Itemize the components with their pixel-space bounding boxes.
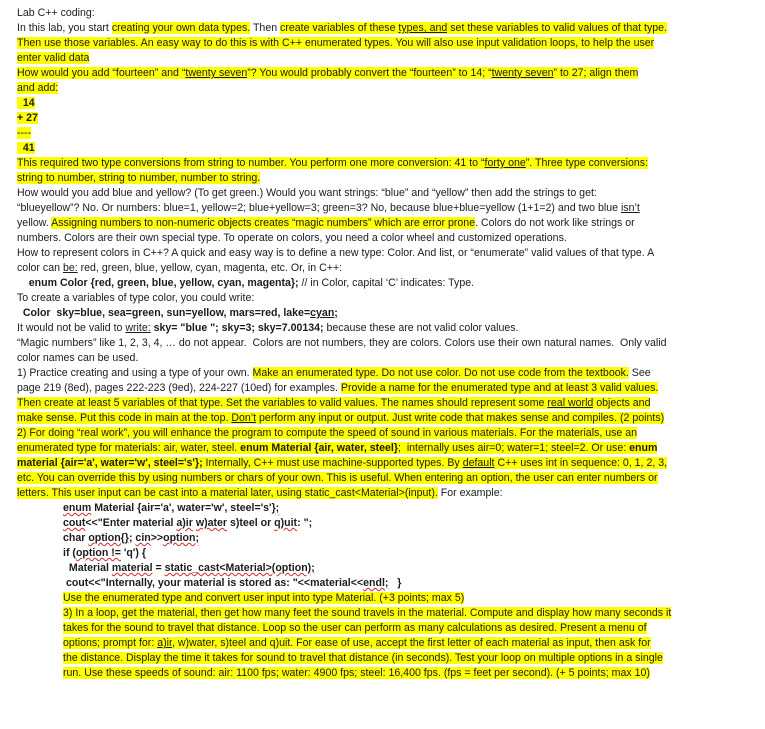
highlighted-text: perform any input or output. Just write code that makes sense and compiles. (2 points): [256, 412, 665, 424]
highlighted-text: Assigning numbers to non-numeric objects creates “magic numbers” which are error prone: [51, 217, 476, 229]
text-line: [17, 456, 741, 471]
code-text: }: [388, 577, 402, 589]
highlighted-text: 3) In a loop, get the material, then get how many feet the sound travels in the material. Compute and display how many seconds it: [63, 607, 672, 619]
code-text: cout<<"Internally, your material is stored as: "<<material<<: [63, 577, 364, 589]
text-line: [17, 351, 741, 366]
code-text: <<"Enter material: [85, 517, 177, 529]
text-line: [17, 396, 741, 411]
body-text: In this lab, you start: [17, 22, 112, 34]
text-line: [17, 141, 741, 156]
highlighted-text: Provide a name for the enumerated type and at least 3 valid values.: [340, 382, 659, 394]
text-line: [17, 651, 741, 666]
text-line: [17, 666, 741, 681]
text-line: [17, 531, 741, 546]
text-line: [17, 621, 741, 636]
text-line: [17, 516, 741, 531]
code-text: ;: [128, 532, 136, 544]
body-text: // in Color, capital ‘C’ indicates: Type.: [298, 277, 475, 289]
highlighted-text: + 27: [17, 112, 38, 124]
text-line: [17, 126, 741, 141]
highlighted-text: twenty seven: [185, 67, 248, 79]
document-page: [17, 6, 741, 681]
code-text: static_cast: [164, 562, 220, 574]
highlighted-text: How would you add “fourteen” and “: [17, 67, 186, 79]
highlighted-text: a)ir: [157, 637, 172, 649]
code-text: s)teel or: [227, 517, 275, 529]
text-line: [17, 591, 741, 606]
text-line: [17, 561, 741, 576]
body-text: To create a variables of type color, you could write:: [17, 292, 255, 304]
document-title: Lab C++ coding:: [17, 7, 95, 19]
body-text: 1) Practice creating and using a type of your own.: [17, 367, 253, 379]
highlighted-text: , w)water, s)teel and q)uit. For ease of use, accept the first letter of each material as input, then ask for: [171, 637, 651, 649]
highlighted-text: C++ uses int in sequence: 0, 1, 2, 3,: [494, 457, 668, 469]
text-line: [17, 636, 741, 651]
code-text: Material: [63, 562, 112, 574]
body-text: write:: [125, 322, 151, 334]
text-line: [17, 51, 741, 66]
highlighted-text: run. Use these speeds of sound: air: 1100 fps; water: 4900 fps; steel: 16,400 fps. (fps = feet per second). (+ 5 points; max 10): [63, 667, 650, 679]
highlighted-text: Use the enumerated type and convert user input into type Material. (+3 points; max 5): [63, 592, 465, 604]
code-text: cin: [135, 532, 151, 544]
code-text: sky= "blue "; sky=3; sky=7.00134;: [150, 322, 324, 334]
highlighted-text: material {air='a', water='w', steel='s'};: [17, 457, 203, 469]
code-text: enum Color {red, green, blue, yellow, cyan, magenta};: [17, 277, 299, 289]
text-line: [17, 36, 741, 51]
code-text: option{}: [88, 532, 129, 544]
text-line: [17, 246, 741, 261]
code-text: a)ir: [176, 517, 193, 529]
text-line: [17, 231, 741, 246]
text-line: [17, 336, 741, 351]
text-line: [17, 276, 741, 291]
text-line: [17, 186, 741, 201]
highlighted-text: create variables of these: [280, 22, 399, 34]
code-text: >>: [150, 532, 164, 544]
code-text: };: [271, 502, 280, 514]
code-text: char: [63, 532, 89, 544]
code-text: 'q') {: [120, 547, 147, 559]
text-line: [17, 291, 741, 306]
body-text: because these are not valid color values.: [323, 322, 519, 334]
text-line: [17, 381, 741, 396]
highlighted-text: ; internally uses air=0; water=1; steel=2. Or use:: [397, 442, 630, 454]
highlighted-text: forty one: [484, 157, 526, 169]
highlighted-text: objects and: [593, 397, 651, 409]
highlighted-text: This required two type conversions from string to number. You perform one more conversion: 41 to “: [17, 157, 485, 169]
highlighted-text: Then create at least 5 variables of that type. Set the variables to valid values. The names should represent some: [17, 397, 548, 409]
highlighted-text: ” to 27; align them: [553, 67, 639, 79]
highlighted-text: etc. You can override this by using numbers or chars of your own. This is useful. When entering an option, the user can enter numbers or: [17, 472, 658, 484]
body-text: color names can be used.: [17, 352, 139, 364]
highlighted-text: Make an enumerated type. Do not use color. Do not use code from the textbook.: [252, 367, 629, 379]
body-text: isn’t: [620, 202, 640, 214]
text-line: [17, 261, 741, 276]
text-line: [17, 201, 741, 216]
highlighted-text: enumerated type for materials: air, water, steel.: [17, 442, 241, 454]
code-text: enum: [63, 502, 92, 514]
highlighted-text: 14: [17, 97, 35, 109]
highlighted-text: takes for the sound to travel that distance. Loop so the user can perform as many calculations as desired. Present a menu of: [63, 622, 647, 634]
body-text: It would not be valid to: [17, 322, 126, 334]
code-text: option;: [163, 532, 199, 544]
code-text: cout: [63, 517, 86, 529]
body-text: . Colors do not work like strings or: [475, 217, 635, 229]
body-text: How to represent colors in C++? A quick and easy way is to define a new type: Color. And list, or “enumerate” valid values of that type. A: [17, 247, 655, 259]
highlighted-text: string to number, string to number, number to string.: [17, 172, 261, 184]
code-text: cyan;: [310, 307, 338, 319]
highlighted-text: default: [462, 457, 495, 469]
text-line: [17, 486, 741, 501]
text-line: [17, 306, 741, 321]
code-text: option !=: [75, 547, 121, 559]
highlighted-text: creating your own data types.: [111, 22, 251, 34]
text-line: [17, 321, 741, 336]
text-line: [17, 411, 741, 426]
highlighted-text: Don’t: [231, 412, 257, 424]
body-text: red, green, blue, yellow, cyan, magenta, etc. Or, in C++:: [77, 262, 343, 274]
highlighted-text: set these variables to valid values of that type.: [447, 22, 667, 34]
body-text: For example:: [437, 487, 503, 499]
highlighted-text: Internally, C++ must use machine-supported types. By: [202, 457, 463, 469]
highlighted-text: 2) For doing “real work”, you will enhance the program to compute the speed of sound in various materials. For the materials, use an: [17, 427, 638, 439]
text-line: [17, 546, 741, 561]
code-text: w)ater: [195, 517, 228, 529]
text-line: [17, 81, 741, 96]
highlighted-text: 41: [17, 142, 35, 154]
code-text: =: [152, 562, 165, 574]
highlighted-text: enum: [629, 442, 658, 454]
text-line: [17, 441, 741, 456]
body-text: See: [628, 367, 651, 379]
code-text: endl;: [363, 577, 389, 589]
highlighted-text: and add:: [17, 82, 59, 94]
text-line: [17, 606, 741, 621]
code-text: : ";: [297, 517, 313, 529]
text-line: [17, 156, 741, 171]
text-line: [17, 426, 741, 441]
highlighted-text: make sense. Put this code in main at the top.: [17, 412, 232, 424]
highlighted-text: ”. Three type conversions:: [525, 157, 649, 169]
text-line: [17, 576, 741, 591]
body-text: color can: [17, 262, 63, 274]
highlighted-text: enum Material {air, water, steel}: [240, 442, 398, 454]
text-line: [17, 111, 741, 126]
highlighted-text: the distance. Display the time it takes for sound to travel that distance (in seconds). Test your loop on multiple options in a single: [63, 652, 663, 664]
highlighted-text: letters. This user input can be cast into a material later, using static_cast<Material>(input).: [17, 487, 438, 499]
text-line: [17, 96, 741, 111]
body-text: numbers. Colors are their own special type. To operate on colors, you need a color wheel and customized operations.: [17, 232, 567, 244]
text-line: [17, 66, 741, 81]
highlighted-text: twenty seven: [491, 67, 554, 79]
code-text: Color sky=blue, sea=green, sun=yellow, mars=red, lake=: [17, 307, 311, 319]
text-line: [17, 21, 741, 36]
text-line: [17, 501, 741, 516]
highlighted-text: enter valid data: [17, 52, 90, 64]
text-line: [17, 366, 741, 381]
text-line: [17, 471, 741, 486]
highlighted-text: ”? You would probably convert the “fourteen” to 14; “: [247, 67, 492, 79]
highlighted-text: Then use those variables. An easy way to do this is with C++ enumerated types. You will also use input validation loops, to help the user: [17, 37, 655, 49]
text-line: [17, 216, 741, 231]
highlighted-text: real world: [547, 397, 594, 409]
body-text: “Magic numbers” like 1, 2, 3, 4, … do not appear. Colors are not numbers, they are colors. Colors use their own natural names. Only valid: [17, 337, 667, 349]
highlighted-text: options; prompt for:: [63, 637, 158, 649]
highlighted-text: ----: [17, 127, 32, 139]
text-line: [17, 171, 741, 186]
highlighted-text: types, and: [398, 22, 448, 34]
body-text: yellow.: [17, 217, 52, 229]
body-text: page 219 (8ed), pages 222-223 (9ed), 224-227 (10ed) for examples.: [17, 382, 341, 394]
body-text: “blueyellow”? No. Or numbers: blue=1, yellow=2; blue+yellow=3; green=3? No, because blue+blue=yellow (1+1=2) and two blue: [17, 202, 621, 214]
body-text: How would you add blue and yellow? (To get green.) Would you want strings: “blue” and “yellow” then add the strings to get:: [17, 187, 597, 199]
body-text: Then: [250, 22, 281, 34]
code-text: material: [111, 562, 153, 574]
code-text: if (: [63, 547, 76, 559]
code-text: <Material>(option);: [219, 562, 315, 574]
body-text: be:: [62, 262, 78, 274]
code-text: Material {air='a', water='w', steel='s': [91, 502, 272, 514]
document-body: [17, 21, 741, 681]
code-text: q)uit: [274, 517, 298, 529]
